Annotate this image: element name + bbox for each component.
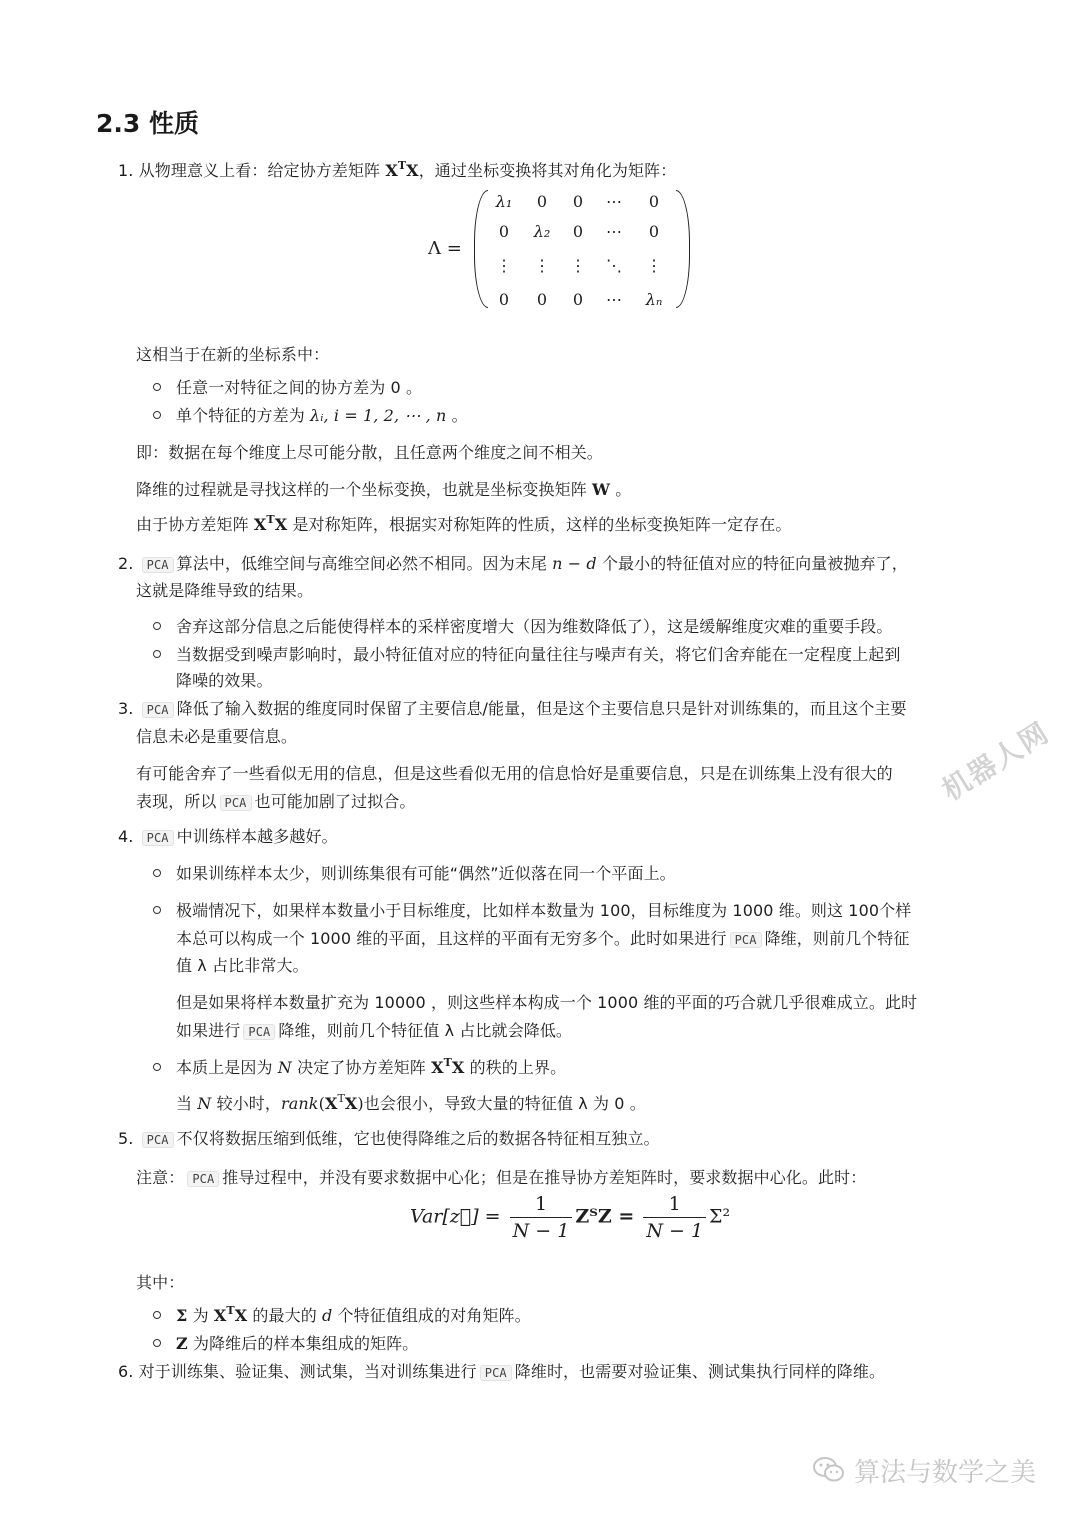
matrix-cell: ⋮ (646, 256, 662, 275)
item-text: 对于训练集、验证集、测试集，当对训练集进行 (138, 1362, 477, 1381)
fraction (510, 1194, 573, 1241)
matrix-cell: ⋱ (606, 256, 622, 275)
math-w: W (592, 480, 611, 499)
matrix-cell: λₙ (645, 290, 663, 309)
bullet-icon (153, 1311, 161, 1319)
bullet-text: 值 λ 占比非常大。 (176, 956, 309, 975)
math-n-minus-d: n − d (552, 554, 597, 573)
math-rank: rank (281, 1094, 319, 1113)
item-text: 从物理意义上看：给定协方差矩阵 (138, 161, 381, 180)
item-text: 降低了输入数据的维度同时保留了主要信息/能量，但是这个主要信息只是针对训练集的，而且这个主要 (176, 699, 907, 718)
item-1-line (118, 160, 676, 182)
item-5-line (118, 1128, 660, 1151)
code-pca: PCA (142, 830, 174, 846)
item-text: 不仅将数据压缩到低维，它也使得降维之后的数据各特征相互独立。 (176, 1129, 660, 1148)
matrix-cell: 0 (498, 290, 510, 309)
bullet-text: 如果训练样本太少，则训练集很有可能“偶然”近似落在同一个平面上。 (176, 864, 676, 883)
watermark-text: 算法与数学之美 (854, 1457, 1037, 1488)
item-number: 4. (118, 827, 134, 846)
lambda-matrix-equation (428, 186, 698, 316)
wechat-icon (812, 1455, 846, 1485)
paragraph-line (136, 791, 416, 814)
paragraph-line (136, 479, 631, 501)
eq-rhs: Σ² (709, 1205, 731, 1228)
note-text: 注意： (136, 1168, 185, 1187)
bullet-text: 舍弃这部分信息之后能使得样本的采样密度增大（因为维数降低了），这是缓解维度灾难的重要手段。 (176, 617, 893, 636)
section-heading: 2.3 性质 (96, 109, 199, 138)
bullet-icon (153, 622, 161, 630)
matrix-lhs: Λ = (428, 238, 462, 259)
math-n: N (197, 1094, 212, 1113)
bullet-line (176, 1093, 646, 1115)
matrix-cell: 0 (572, 192, 584, 211)
bullet-line (176, 1305, 531, 1327)
bullet-text: 也会很小，导致大量的特征值 λ 为 0 。 (363, 1094, 646, 1113)
bullet-line (176, 1333, 418, 1355)
item-2-line (118, 553, 908, 576)
matrix-cell: ⋮ (496, 256, 512, 275)
matrix-cell: λ₁ (495, 192, 513, 211)
code-pca: PCA (480, 1365, 512, 1381)
matrix-cell: λ₂ (533, 222, 551, 241)
item-text: 这就是降维导致的结果。 (136, 581, 314, 600)
paragraph: 这相当于在新的坐标系中： (136, 345, 330, 364)
bullet-icon (153, 869, 161, 877)
item-text: 降维时，也需要对验证集、测试集执行同样的降维。 (514, 1362, 886, 1381)
fraction-denominator: N − 1 (512, 1220, 570, 1242)
bullet-text: 个特征值组成的对角矩阵。 (337, 1306, 531, 1325)
bullet-icon (153, 411, 161, 419)
bullet-text: 的最大的 (252, 1306, 317, 1325)
math-z: Z (176, 1334, 188, 1353)
bullet-line (176, 405, 468, 427)
matrix-cell: ⋮ (570, 256, 586, 275)
math-n: N (277, 1058, 292, 1077)
paragraph: 有可能舍弃了一些看似无用的信息，但是这些看似无用的信息恰好是重要信息，只是在训练集上没有很大的 (136, 764, 893, 783)
bullet-line (176, 1057, 566, 1079)
item-text: 个最小的特征值对应的特征向量被抛弃了， (601, 554, 908, 573)
paragraph-text: 降维的过程就是寻找这样的一个坐标变换，也就是坐标变换矩阵 (136, 480, 587, 499)
item-text: 中训练样本越多越好。 (176, 827, 338, 846)
math-xtx: $X^TX$ (431, 1056, 465, 1077)
bullet-icon (153, 1339, 161, 1347)
bullet-icon (153, 383, 161, 391)
item-number: 5. (118, 1129, 134, 1148)
bullet-text: 降噪的效果。 (176, 671, 273, 690)
note-text: 推导过程中，并没有要求数据中心化；但是在推导协方差矩阵时，要求数据中心化。此时： (222, 1168, 867, 1187)
paragraph: 其中： (136, 1273, 185, 1292)
bullet-icon (153, 1063, 161, 1071)
bullet-icon (153, 650, 161, 658)
item-number: 1. (118, 161, 134, 180)
bullet-text: 如果进行 (176, 1021, 241, 1040)
right-paren (676, 190, 690, 308)
bullet-text: 的秩的上界。 (469, 1058, 567, 1077)
item-text: 算法中，低维空间与高维空间必然不相同。因为末尾 (176, 554, 547, 573)
paragraph-line (136, 514, 792, 536)
math-rank-arg: $(X^TX)$ (318, 1092, 364, 1113)
fraction-denominator: N − 1 (646, 1220, 704, 1242)
item-number: 6. (118, 1362, 134, 1381)
math-xtx: $X^TX$ (213, 1304, 248, 1325)
eq-lhs: Var[z⃗] = (410, 1205, 501, 1228)
matrix-cell: 0 (648, 222, 660, 241)
paragraph-text: 。 (615, 480, 632, 499)
footer-watermark (812, 1450, 1036, 1490)
bullet-text: 极端情况下，如果样本数量小于目标维度，比如样本数量为 100，目标维度为 1000 维。则这 100个样 (176, 901, 912, 920)
paragraph-text: 也可能加剧了过拟合。 (254, 792, 416, 811)
math-d: d (322, 1306, 333, 1325)
bullet-line (176, 1020, 572, 1043)
matrix-cell: 0 (572, 222, 584, 241)
matrix-cell: 0 (572, 290, 584, 309)
bullet-text: 较小时， (216, 1094, 281, 1113)
matrix-cell: 0 (648, 192, 660, 211)
math-sigma: Σ (176, 1306, 188, 1325)
bullet-text: 单个特征的方差为 (176, 406, 305, 425)
matrix-cell: ⋯ (606, 290, 622, 309)
code-pca: PCA (142, 702, 174, 718)
bullet-text: 本总可以构成一个 1000 维的平面，且这样的平面有无穷多个。此时如果进行 (176, 929, 727, 948)
bullet-text: 当 (176, 1094, 193, 1113)
math-lambda-i: λᵢ, i = 1, 2, ⋯ , n (310, 406, 447, 425)
item-text: 信息未必是重要信息。 (136, 727, 298, 746)
bullet-text: 降维，则前几个特征 (764, 929, 910, 948)
item-number: 3. (118, 699, 134, 718)
item-3-line (118, 698, 907, 721)
code-pca: PCA (142, 1132, 174, 1148)
matrix-cell: ⋮ (534, 256, 550, 275)
paragraph: 即：数据在每个维度上尽可能分散，且任意两个维度之间不相关。 (136, 443, 603, 462)
matrix-cell: ⋯ (606, 222, 622, 241)
watermark-stamp: 机器人网 (936, 715, 1056, 808)
bullet-text: 本质上是因为 (176, 1058, 273, 1077)
paragraph-text: 表现，所以 (136, 792, 217, 811)
bullet-text: 当数据受到噪声影响时，最小特征值对应的特征向量往往与噪声有关，将它们舍弃能在一定程度上起到 (176, 645, 901, 664)
bullet-icon (153, 906, 161, 914)
item-text: ，通过坐标变换将其对角化为矩阵： (418, 161, 677, 180)
math-xtx: $X^TX$ (385, 159, 419, 180)
bullet-text: 。 (451, 406, 468, 425)
matrix-cell: 0 (498, 222, 510, 241)
matrix-cell: 0 (536, 192, 548, 211)
paragraph-text: 是对称矩阵，根据实对称矩阵的性质，这样的坐标变换矩阵一定存在。 (292, 515, 792, 534)
code-pca: PCA (243, 1024, 275, 1040)
paragraph-text: 由于协方差矩阵 (136, 515, 249, 534)
code-pca: PCA (187, 1171, 219, 1187)
bullet-text: 为降维后的样本集组成的矩阵。 (192, 1334, 419, 1353)
item-6-line (118, 1361, 885, 1384)
matrix-cell: ⋯ (606, 192, 622, 211)
bullet-text: 决定了协方差矩阵 (297, 1058, 426, 1077)
fraction-numerator: 1 (510, 1194, 573, 1218)
code-pca: PCA (730, 932, 762, 948)
item-number: 2. (118, 554, 134, 573)
math-xtx: $X^TX$ (253, 513, 288, 534)
bullet-line (176, 928, 909, 951)
bullet-text: 为 (192, 1306, 209, 1325)
matrix-cell: 0 (536, 290, 548, 309)
bullet-text: 但是如果将样本数量扩充为 10000 ，则这些样本构成一个 1000 维的平面的巧合就几乎很难成立。此时 (176, 993, 918, 1012)
item-4-line (118, 826, 338, 849)
fraction-numerator: 1 (643, 1194, 706, 1218)
code-pca: PCA (142, 557, 174, 573)
note-line (136, 1167, 866, 1190)
bullet-text: 降维，则前几个特征值 λ 占比就会降低。 (278, 1021, 573, 1040)
eq-middle: ZᵀZ = (575, 1205, 635, 1228)
fraction (643, 1194, 706, 1241)
code-pca: PCA (220, 795, 252, 811)
variance-equation (410, 1194, 730, 1241)
bullet-text: 任意一对特征之间的协方差为 0 。 (176, 378, 423, 397)
